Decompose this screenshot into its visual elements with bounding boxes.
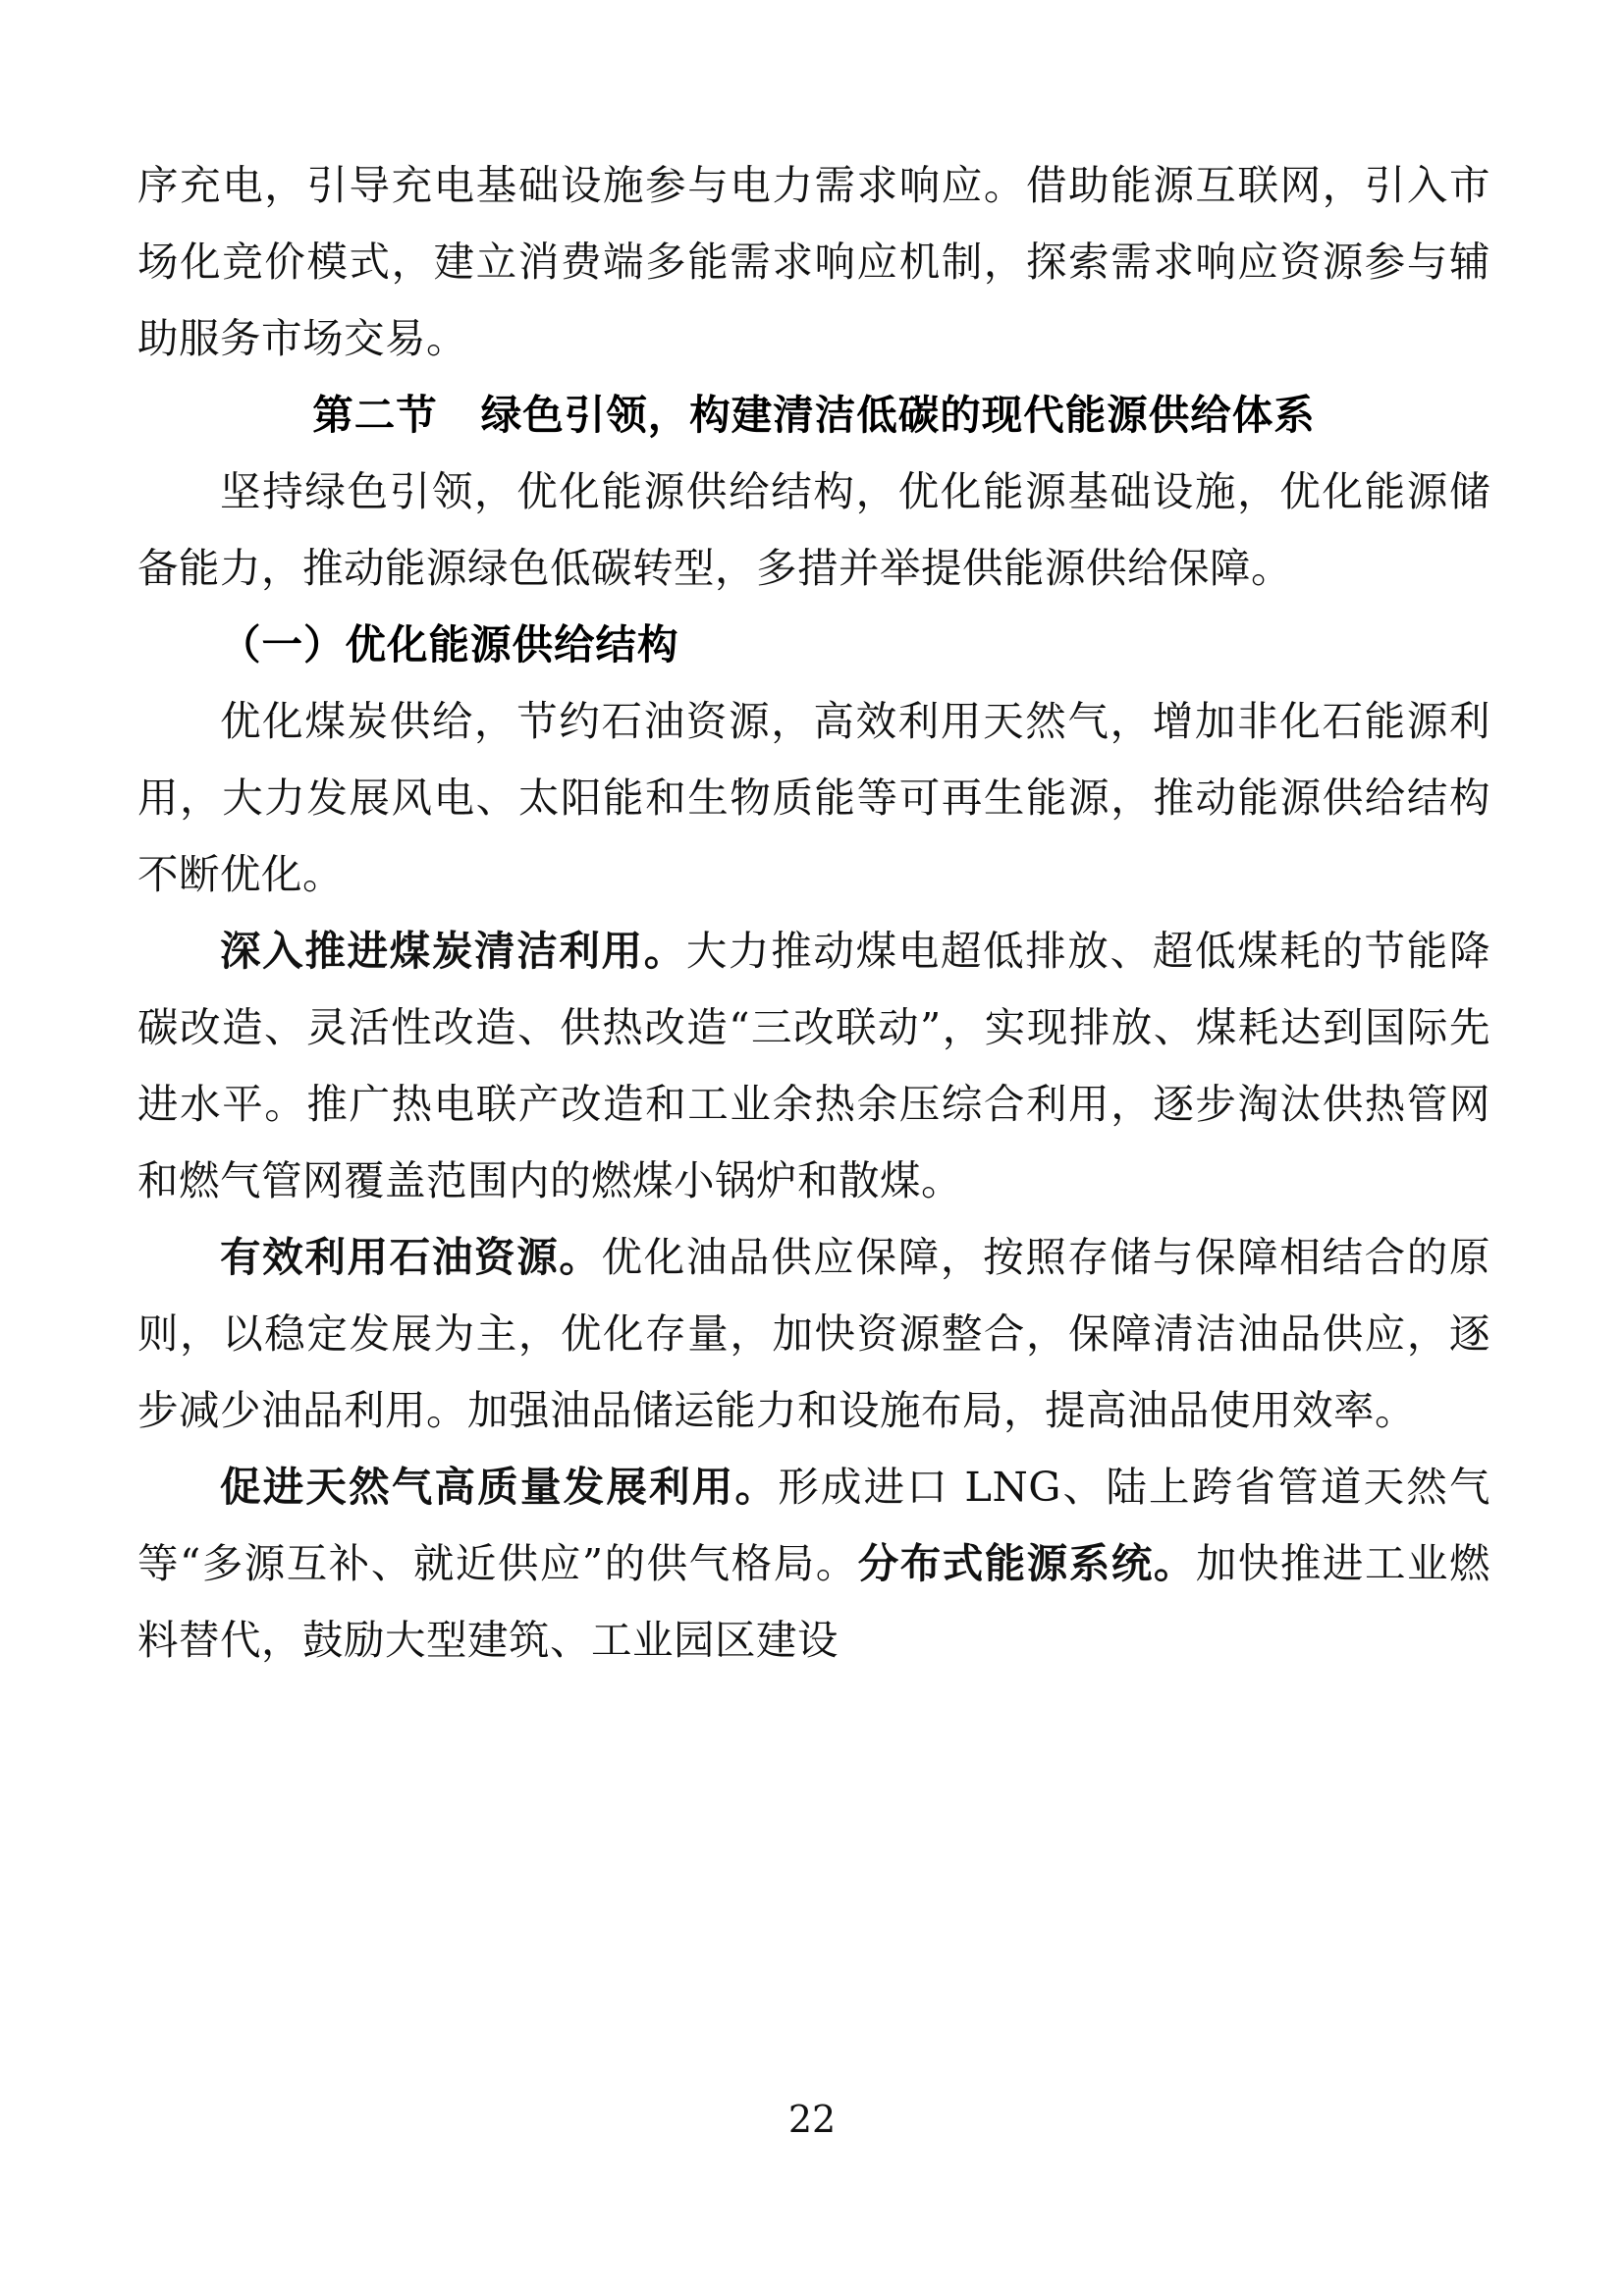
section-heading-second — [137, 377, 1490, 454]
paragraph-optimize-supply: 优化煤炭供给，节约石油资源，高效利用天然气，增加非化石能源利用，大力发展风电、太阳能和生物质能等可再生能源，推动能源供给结构不断优化。 — [137, 697, 1490, 898]
sub-heading-optimize-energy-supply-structure: （一）优化能源供给结构 — [220, 620, 679, 668]
body-natural-gas-end: 加快推进工业燃料替代，鼓励大型建筑、工业园区建设 — [137, 1539, 1490, 1664]
paragraph-green-leading: 坚持绿色引领，优化能源供给结构，优化能源基础设施，优化能源储备能力，推动能源绿色低碳转型，多措并举提供能源供给保障。 — [137, 467, 1490, 592]
body-natural-gas-mid: 形成进口 LNG、陆上跨省管道天然气等“多源互补、就近供应”的供气格局。 — [137, 1463, 1490, 1587]
paragraph-demand-response: 序充电，引导充电基础设施参与电力需求响应。借助能源互联网，引入市场化竞价模式，建立消费端多能需求响应机制，探索需求响应资源参与辅助服务市场交易。 — [137, 161, 1490, 362]
paragraph-natural-gas — [137, 1449, 1490, 1679]
lead-in-distributed-energy: 分布式能源系统。 — [857, 1539, 1196, 1587]
page-content — [137, 147, 1490, 1679]
lead-in-petroleum: 有效利用石油资源。 — [220, 1233, 602, 1281]
body-clean-coal: 大力推动煤电超低排放、超低煤耗的节能降碳改造、灵活性改造、供热改造“三改联动”，实现排放、煤耗达到国际先进水平。推广热电联产改造和工业余热余压综合利用，逐步淘汰供热管网和燃气管网覆盖范围内的燃煤小锅炉和散煤。 — [137, 927, 1490, 1204]
paragraph-petroleum — [137, 1219, 1490, 1449]
lead-in-clean-coal: 深入推进煤炭清洁利用。 — [220, 927, 686, 975]
paragraph-clean-coal — [137, 913, 1490, 1219]
section-heading-title: 绿色引领，构建清洁低碳的现代能源供给体系 — [480, 391, 1316, 439]
body-petroleum: 优化油品供应保障，按照存储与保障相结合的原则，以稳定发展为主，优化存量，加快资源整合，保障清洁油品供应，逐步减少油品利用。加强油品储运能力和设施布局，提高油品使用效率。 — [137, 1233, 1490, 1434]
page-number: 22 — [787, 2098, 837, 2141]
lead-in-natural-gas: 促进天然气高质量发展利用。 — [220, 1463, 779, 1511]
section-heading-prefix: 第二节 — [312, 391, 438, 439]
